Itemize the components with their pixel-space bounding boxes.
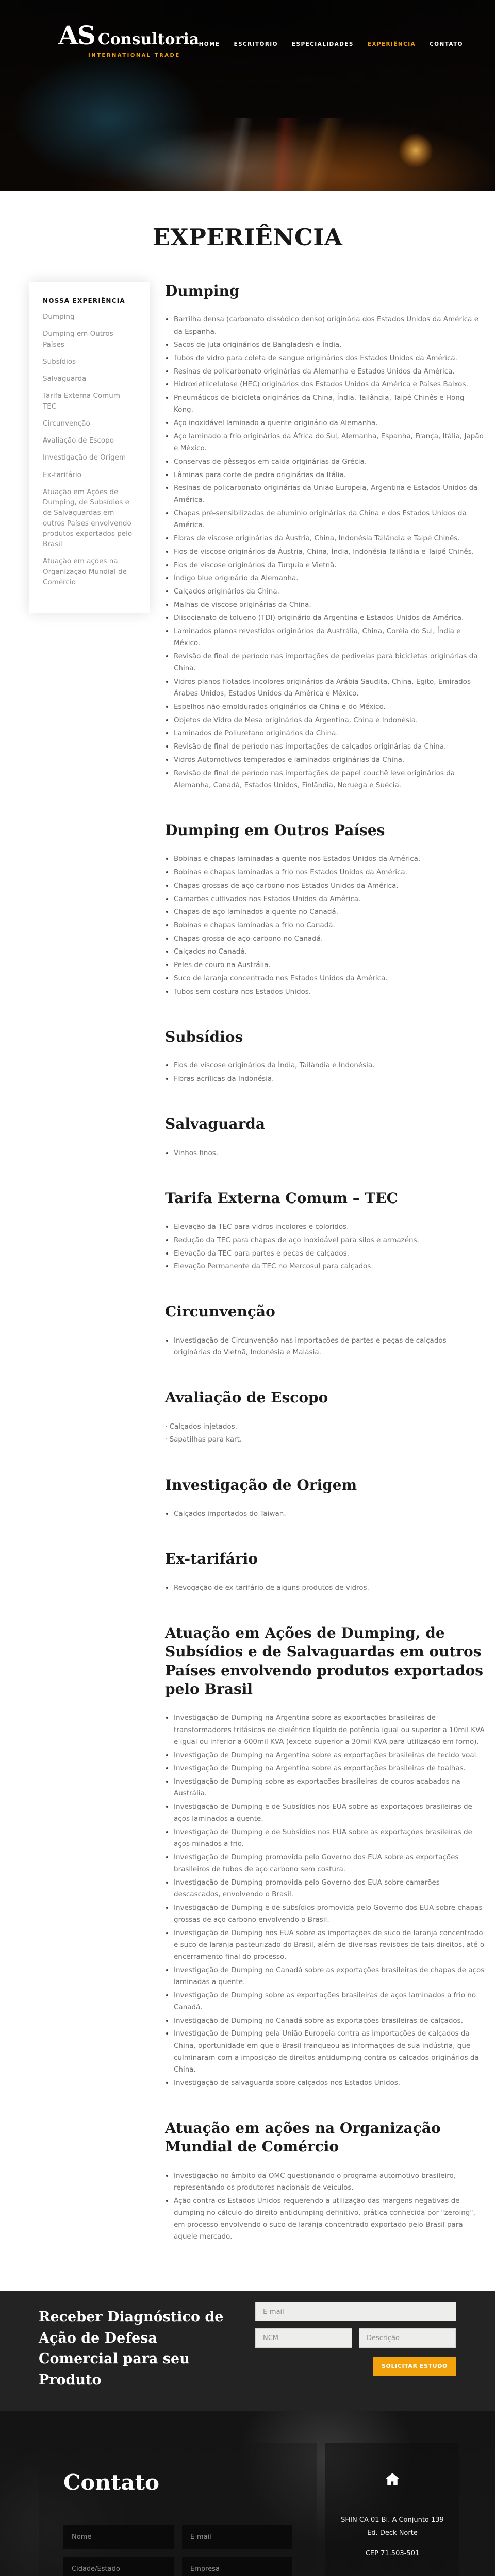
list-item: • Peles de couro na Austrália. [174, 959, 485, 971]
experience-section [165, 1388, 485, 1446]
list-item: • Chapas pré-sensibilizadas de alumínio originárias da China e dos Estados Unidos da América. [174, 507, 485, 531]
cidade-estado-input[interactable] [63, 2557, 174, 2576]
list-item: • Elevação Permanente da TEC no Mercosul para calçados. [174, 1261, 485, 1273]
experience-content [165, 275, 485, 2291]
page-title: EXPERIÊNCIA [152, 224, 343, 251]
address-line-1: SHIN CA 01 Bl. A Conjunto 139 [341, 2516, 444, 2524]
experience-section [165, 1624, 485, 2089]
list-item: • Fibras acrílicas da Indonésia. [174, 1073, 485, 1085]
experience-section [165, 1550, 485, 1594]
cta-ncm-input[interactable] [255, 2328, 352, 2348]
list-item: • Chapas de aço laminados a quente no Canadá. [174, 906, 485, 918]
list-item: • Resinas de policarbonato originárias da Alemanha e Estados Unidos da América. [174, 366, 485, 378]
experience-section [165, 2119, 485, 2243]
section-title: Dumping em Outros Países [165, 821, 385, 839]
list-item: • Revisão de final de período nas importações de calçados originárias da China. [174, 741, 485, 753]
list-item: • Barrilha densa (carbonato dissódico denso) originária dos Estados Unidos da América e da Espanha. [174, 314, 485, 337]
sidebar-item[interactable]: Circunvenção [43, 419, 90, 428]
nav-item[interactable]: ESCRITÓRIO [234, 41, 278, 47]
list-item: • Chapas grossa de aço-carbono no Canadá. [174, 933, 485, 945]
experience-sidebar [29, 282, 150, 613]
list-item: • Malhas de viscose originárias da China. [174, 599, 485, 611]
cta-section [0, 2291, 495, 2411]
list-item: • Aço inoxidável laminado a quente originário da Alemanha. [174, 417, 485, 429]
list-item: • Conservas de pêssegos em calda originárias da Grécia. [174, 456, 485, 468]
section-title: Investigação de Origem [165, 1476, 357, 1494]
section-title: Tarifa Externa Comum – TEC [165, 1189, 398, 1207]
list-item: • Investigação de Dumping nos EUA sobre as importações de suco de laranja concentrado e suco de laranja pasteurizado do Brasil, além de diversas revisões de tais direitos, até o encerramento final do processo. [174, 1927, 485, 1963]
sidebar-item[interactable]: Atuação em ações na Organização Mundial de Comércio [43, 557, 127, 586]
list-item: • Calçados no Canadá. [174, 946, 485, 958]
list-item: • Investigação de Dumping no Canadá sobre as exportações brasileiras de calçados. [174, 2015, 485, 2027]
list-item: • Fibras de viscose originárias da Áustria, China, Indonésia Tailândia e Taipé Chinês. [174, 533, 485, 545]
list-item: • Vidros Automotivos temperados e laminados originárias da China. [174, 754, 485, 766]
list-item: • Chapas grossas de aço carbono nos Estados Unidos da América. [174, 880, 485, 892]
list-item: • Fios de viscose originários da Áustria, China, Índia, Indonésia Tailândia e Taipé Chinês. [174, 546, 485, 558]
list-item: • Elevação da TEC para vidros incolores e coloridos. [174, 1221, 485, 1233]
list-item: • Suco de laranja concentrado nos Estados Unidos da América. [174, 973, 485, 985]
content-columns [0, 275, 495, 2291]
list-item: • Investigação de salvaguarda sobre calçados nos Estados Unidos. [174, 2077, 485, 2089]
section-title: Subsídios [165, 1028, 243, 1045]
sidebar-item[interactable]: Tarifa Externa Comum – TEC [43, 392, 126, 411]
section-list [165, 1421, 485, 1446]
brand-logo[interactable] [58, 20, 200, 58]
sidebar-item[interactable]: Subsídios [43, 357, 76, 366]
list-item: • Lâminas para corte de pedra originárias da Itália. [174, 469, 485, 481]
brand-tagline: INTERNATIONAL TRADE [88, 53, 180, 58]
list-item: • Camarões cultivados nos Estados Unidos da América. [174, 893, 485, 905]
brand-initials: AS [58, 20, 95, 50]
section-list [165, 1712, 485, 2089]
list-item: • Ação contra os Estados Unidos requerendo a utilização das margens negativas de dumping no cálculo do direito antidumping definitivo, prática conhecida por "zeroing", em processo envolvendo o suco de laranja concentrado exportado pelo Brasil para aquele mercado. [174, 2195, 485, 2243]
sidebar-list [43, 312, 136, 587]
list-item: • Investigação no âmbito da OMC questionando o programa automotivo brasileiro, representando os produtores nacionais de veículos. [174, 2170, 485, 2194]
section-title: Avaliação de Escopo [165, 1389, 328, 1406]
list-item: • Vinhos finos. [174, 1147, 485, 1159]
section-list [165, 853, 485, 997]
list-item: • Índigo blue originário da Alemanha. [174, 572, 485, 584]
list-item: • Fios de viscose originários da Turquia e Vietnã. [174, 560, 485, 571]
experience-section [165, 1115, 485, 1159]
nav-item[interactable]: CONTATO [430, 41, 463, 47]
list-item: • Investigação de Dumping promovida pelo Governo dos EUA sobre as exportações brasileiros de tubos de aço carbono sem costura. [174, 1852, 485, 1875]
list-item: • Redução da TEC para chapas de aço inoxidável para silos e armazéns. [174, 1234, 485, 1246]
section-list [165, 1060, 485, 1085]
list-item: • Objetos de Vidro de Mesa originários da Argentina, China e Indonésia. [174, 715, 485, 726]
list-item: • Investigação de Dumping na Argentina sobre as exportações brasileiras de tecido voal. [174, 1750, 485, 1761]
main-nav [199, 41, 463, 47]
cta-form [255, 2302, 456, 2391]
section-list [165, 1221, 485, 1273]
experience-section [165, 821, 485, 998]
list-item: • Hidroxietilcelulose (HEC) originários dos Estados Unidos da América e Países Baixos. [174, 379, 485, 391]
list-item: • Laminados planos revestidos originários da Austrália, China, Coréia do Sul, Índia e México. [174, 625, 485, 649]
list-item: • Investigação de Dumping e de subsídios promovida pelo Governo dos EUA sobre chapas grossas de aço carbono envolvendo o Brasil. [174, 1902, 485, 1926]
nav-item[interactable]: HOME [199, 41, 220, 47]
list-item: • Investigação de Dumping e de Subsídios nos EUA sobre as exportações brasileiras de aços minados a frio. [174, 1826, 485, 1850]
list-item: • Aço laminado a frio originários da África do Sul, Alemanha, Espanha, França, Itália, Japão e México. [174, 431, 485, 454]
list-item: • Tubos de vidro para coleta de sangue originários dos Estados Unidos da América. [174, 352, 485, 364]
list-item: • Pneumáticos de bicicleta originários da China, Índia, Tailândia, Taipé Chinês e Hong Kong. [174, 392, 485, 416]
empresa-input[interactable] [182, 2557, 292, 2576]
experience-section [165, 1189, 485, 1273]
list-item: • Investigação de Dumping na Argentina sobre as exportações brasileiras de toalhas. [174, 1762, 485, 1774]
cta-descricao-input[interactable] [359, 2328, 456, 2348]
home-icon [386, 2473, 399, 2487]
list-item: • Tubos sem costura nos Estados Unidos. [174, 986, 485, 998]
list-item: • Bobinas e chapas laminadas a frio nos Estados Unidos da América. [174, 867, 485, 878]
list-item: • Calçados importados do Taiwan. [174, 1508, 485, 1520]
section-title: Salvaguarda [165, 1115, 265, 1133]
section-title: Ex-tarifário [165, 1550, 258, 1568]
section-list [165, 1147, 485, 1159]
sidebar-title: NOSSA EXPERIÊNCIA [43, 297, 125, 304]
contact-heading: Contato [63, 2470, 160, 2496]
sidebar-item[interactable]: Avaliação de Escopo [43, 436, 114, 445]
list-item: • Investigação de Dumping sobre as exportações brasileiras de aços laminados a frio no Canadá. [174, 1990, 485, 2013]
nome-input[interactable] [63, 2525, 174, 2549]
list-item: · Sapatilhas para kart. [165, 1434, 485, 1446]
contact-form-panel [39, 2443, 317, 2576]
list-item: • Investigação de Dumping promovida pelo Governo dos EUA sobre camarões descascados, envolvendo o Brasil. [174, 1877, 485, 1901]
brand-name: Consultoria [97, 30, 200, 48]
list-item: • Diisocianato de tolueno (TDI) originário da Argentina e Estados Unidos da América. [174, 612, 485, 624]
section-list [165, 2170, 485, 2243]
sidebar-item[interactable]: Investigação de Origem [43, 453, 126, 462]
section-title: Atuação em ações na Organização Mundial de Comércio [165, 2119, 441, 2156]
sidebar-item[interactable]: Dumping em Outros Países [43, 330, 113, 349]
list-item: • Fios de viscose originários da Índia, Tailândia e Indonésia. [174, 1060, 485, 1072]
list-item: • Calçados originários da China. [174, 586, 485, 598]
nav-item[interactable]: ESPECIALIDADES [291, 41, 354, 47]
sidebar-item[interactable]: Atuação em Ações de Dumping, de Subsídios e de Salvaguardas em outros Países envolvendo produtos exportados pelo Brasil [43, 487, 133, 548]
sidebar-item[interactable]: Ex-tarifário [43, 470, 81, 479]
experience-section [165, 1028, 485, 1085]
contact-section [0, 2411, 495, 2576]
experience-section [165, 1476, 485, 1520]
list-item: • Revogação de ex-tarifário de alguns produtos de vidros. [174, 1582, 485, 1594]
list-item: • Laminados de Poliuretano originários da China. [174, 727, 485, 739]
experience-section [165, 282, 485, 791]
sidebar-item[interactable]: Salvaguarda [43, 375, 87, 383]
list-item: • Sacos de juta originários de Bangladesh e Índia. [174, 339, 485, 351]
cta-heading: Receber Diagnóstico de Ação de Defesa Comercial para seu Produto [39, 2309, 224, 2388]
section-list [165, 1508, 485, 1520]
cep-line: CEP 71.503-501 [365, 2550, 420, 2558]
list-item: • Vidros planos flotados incolores originários da Arábia Saudita, China, Egito, Emirados Árabes Unidos, Estados Unidos da América e México. [174, 676, 485, 700]
list-item: • Investigação de Dumping sobre as exportações brasileiras de couros acabados na Austrália. [174, 1776, 485, 1800]
solicitar-estudo-button[interactable]: SOLICITAR ESTUDO [373, 2357, 456, 2376]
list-item: • Espelhos não emoldurados originários da China e do México. [174, 701, 485, 713]
hero-banner [0, 0, 495, 191]
list-item: • Bobinas e chapas laminadas a quente nos Estados Unidos da América. [174, 853, 485, 865]
sidebar-item[interactable]: Dumping [43, 313, 75, 321]
email-input[interactable] [182, 2525, 292, 2549]
list-item: • Revisão de final de período nas importações de pedivelas para bicicletas originárias da China. [174, 651, 485, 674]
list-item: • Investigação de Dumping no Canadá sobre as exportações brasileiras de chapas de aços laminadas a quente. [174, 1964, 485, 1988]
list-item: • Investigação de Dumping e de Subsídios nos EUA sobre as exportações brasileiras de aços laminados a quente. [174, 1801, 485, 1825]
section-title: Atuação em Ações de Dumping, de Subsídios e de Salvaguardas em outros Países envolvendo produtos exportados pelo Brasil [165, 1624, 484, 1698]
list-item: • Investigação de Circunvenção nas importações de partes e peças de calçados originárias do Vietnã, Indonésia e Malásia. [174, 1335, 485, 1359]
contact-info-panel [325, 2443, 459, 2576]
address-line-2: Ed. Deck Norte [367, 2529, 418, 2537]
list-item: • Revisão de final de período nas importações de papel couchê leve originários da Alemanha, Canadá, Estados Unidos, Finlândia, Noruega e Suécia. [174, 768, 485, 791]
list-item: · Calçados injetados. [165, 1421, 485, 1433]
section-title: Dumping [165, 282, 240, 299]
list-item: • Bobinas e chapas laminadas a frio no Canadá. [174, 920, 485, 931]
section-list [165, 1335, 485, 1359]
list-item: • Investigação de Dumping pela União Europeia contra as importações de calçados da China, oportunidade em que o Brasil franqueou as informações de sua indústria, que culminaram com a imposição de direitos antidumping contra os calçados originários da China. [174, 2028, 485, 2076]
list-item: • Investigação de Dumping na Argentina sobre as exportações brasileiras de transformadores trifásicos de dielétrico líquido de potência igual ou superior a 10mil KVA e igual ou inferior a 600mil KVA (exceto superior a 30mil KVA para utilização em forno). [174, 1712, 485, 1748]
cta-email-input[interactable] [255, 2302, 456, 2321]
section-list [165, 314, 485, 791]
list-item: • Elevação da TEC para partes e peças de calçados. [174, 1248, 485, 1260]
list-item: • Resinas de policarbonato originárias da União Europeia, Argentina e Estados Unidos da América. [174, 482, 485, 506]
section-list [165, 1582, 485, 1594]
nav-item[interactable]: EXPERIÊNCIA [367, 41, 416, 47]
section-title: Circunvenção [165, 1303, 275, 1320]
experience-section [165, 1302, 485, 1359]
contact-form [63, 2525, 292, 2576]
